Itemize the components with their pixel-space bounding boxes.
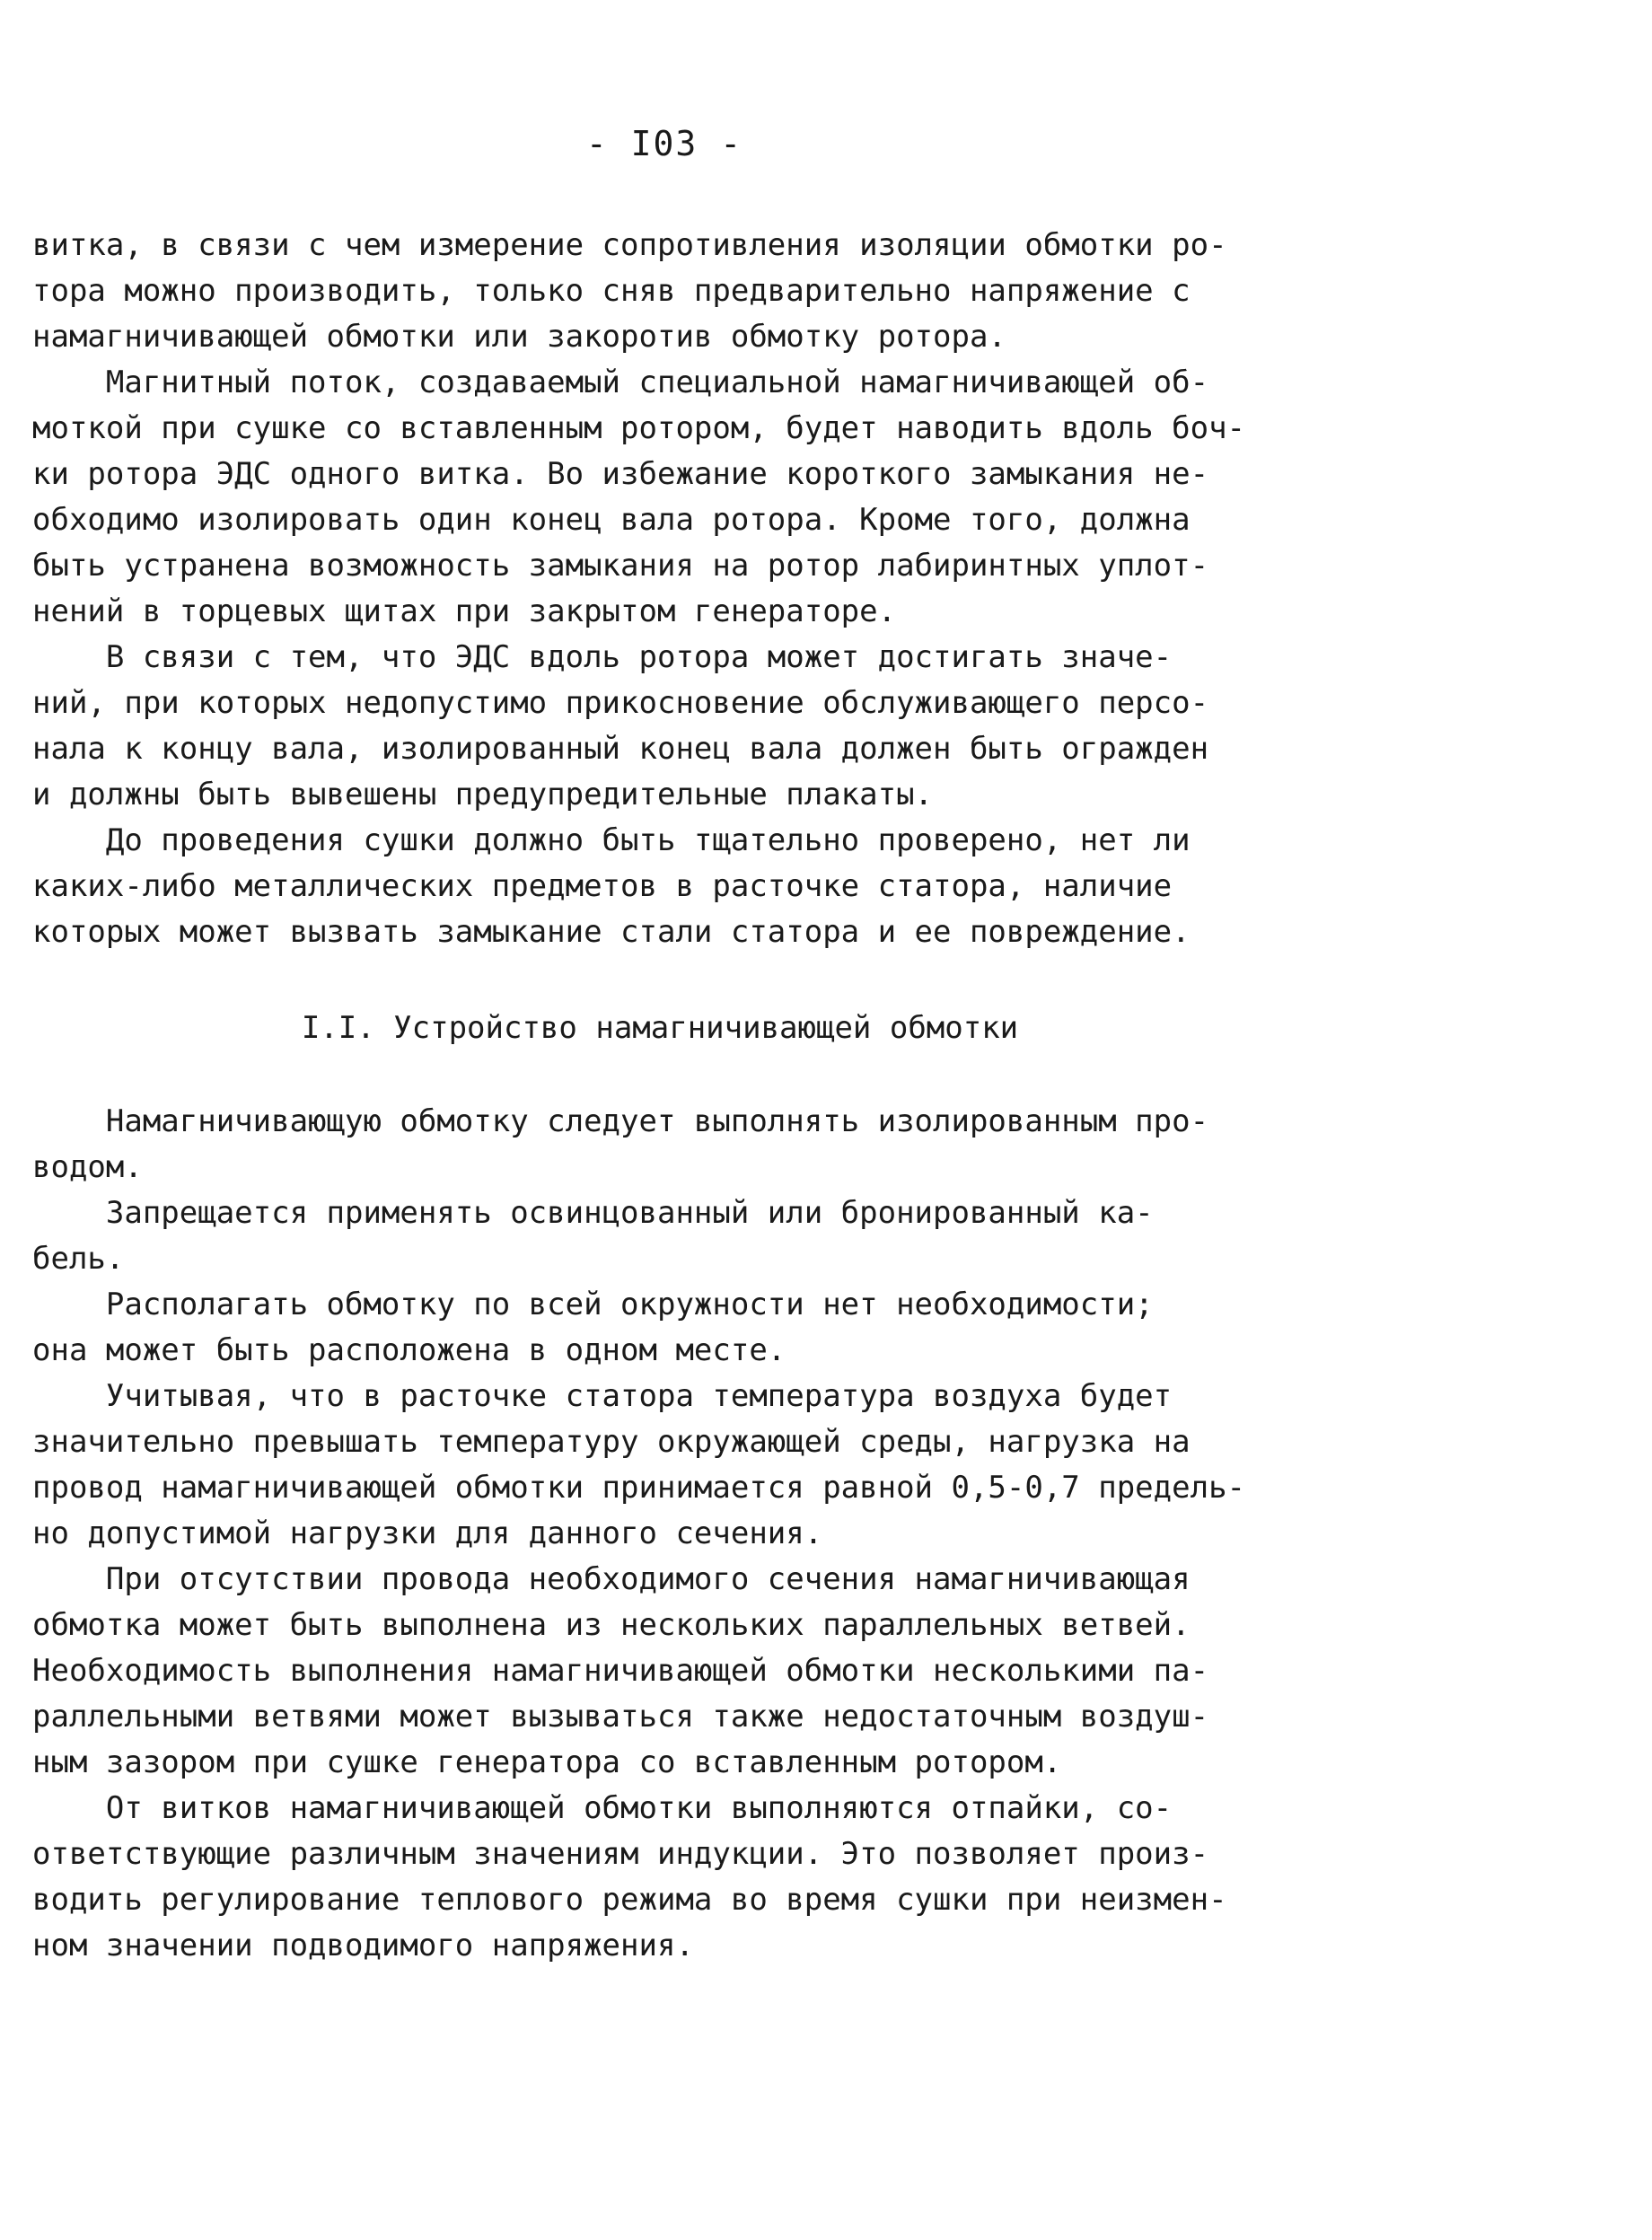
- text-line: Запрещается применять освинцованный или бронированный ка-: [32, 1195, 1154, 1231]
- text-line: провод намагничивающей обмотки принимается равной 0,5-0,7 предель-: [32, 1470, 1246, 1506]
- text-line: До проведения сушки должно быть тщательно проверено, нет ли: [32, 822, 1191, 858]
- text-line: ки ротора ЭДС одного витка. Во избежание короткого замыкания не-: [32, 456, 1209, 492]
- text-line: каких-либо металлических предметов в расточке статора, наличие: [32, 868, 1173, 904]
- text-line: От витков намагничивающей обмотки выполняются отпайки, со-: [32, 1790, 1173, 1826]
- text-line: намагничивающей обмотки или закоротив обмотку ротора.: [32, 319, 1006, 355]
- text-line: Магнитный поток, создаваемый специальной намагничивающей об-: [32, 365, 1209, 400]
- text-line: ном значении подводимого напряжения.: [32, 1928, 694, 1963]
- body-text-upper: [32, 223, 1271, 955]
- text-line: значительно превышать температуру окружающей среды, нагрузка на: [32, 1424, 1191, 1460]
- text-line: которых может вызвать замыкание стали статора и ее повреждение.: [32, 914, 1191, 950]
- text-line: обмотка может быть выполнена из нескольких параллельных ветвей.: [32, 1607, 1191, 1643]
- text-line: быть устранена возможность замыкания на ротор лабиринтных уплот-: [32, 548, 1209, 584]
- text-line: тора можно производить, только сняв предварительно напряжение с: [32, 273, 1191, 309]
- text-line: раллельными ветвями может вызываться также недостаточным воздуш-: [32, 1699, 1209, 1735]
- text-line: Располагать обмотку по всей окружности нет необходимости;: [32, 1287, 1154, 1322]
- text-line: она может быть расположена в одном месте.: [32, 1332, 786, 1368]
- page-number: - I03 -: [585, 124, 743, 163]
- text-line: ответствующие различным значениям индукции. Это позволяет произ-: [32, 1836, 1209, 1872]
- text-line: ным зазором при сушке генератора со вставленным ротором.: [32, 1744, 1062, 1780]
- text-line: обходимо изолировать один конец вала ротора. Кроме того, должна: [32, 502, 1191, 538]
- text-line: водить регулирование теплового режима во время сушки при неизмен-: [32, 1882, 1227, 1918]
- body-text-lower: [32, 1099, 1271, 1969]
- section-heading: I.I. Устройство намагничивающей обмотки: [301, 1010, 1019, 1046]
- text-line: нений в торцевых щитах при закрытом генераторе.: [32, 593, 897, 629]
- text-line: и должны быть вывешены предупредительные плакаты.: [32, 777, 934, 813]
- text-line: Учитывая, что в расточке статора температура воздуха будет: [32, 1378, 1173, 1414]
- text-line: но допустимой нагрузки для данного сечения.: [32, 1515, 823, 1551]
- text-line: В связи с тем, что ЭДС вдоль ротора может достигать значе-: [32, 639, 1173, 675]
- text-line: При отсутствии провода необходимого сечения намагничивающая: [32, 1561, 1191, 1597]
- text-line: моткой при сушке со вставленным ротором, будет наводить вдоль боч-: [32, 410, 1246, 446]
- text-line: бель.: [32, 1241, 125, 1277]
- text-line: витка, в связи с чем измерение сопротивления изоляции обмотки ро-: [32, 227, 1227, 263]
- text-line: водом.: [32, 1149, 143, 1185]
- text-line: ний, при которых недопустимо прикосновение обслуживающего персо-: [32, 685, 1209, 721]
- text-line: Намагничивающую обмотку следует выполнять изолированным про-: [32, 1103, 1209, 1139]
- text-line: Необходимость выполнения намагничивающей обмотки несколькими па-: [32, 1653, 1209, 1689]
- text-line: нала к концу вала, изолированный конец вала должен быть огражден: [32, 731, 1209, 767]
